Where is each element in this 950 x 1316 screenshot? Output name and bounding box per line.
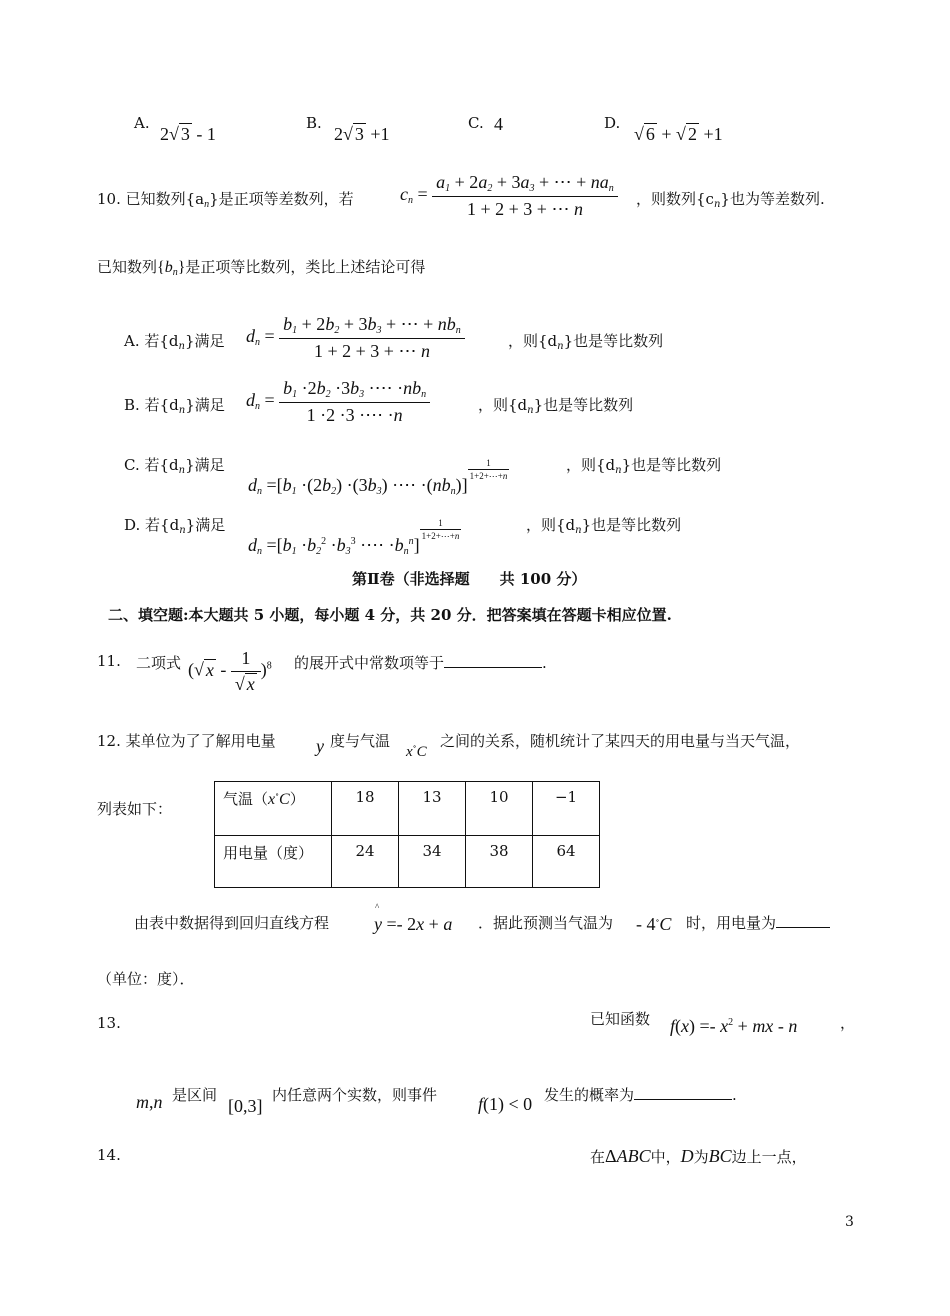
table-cell: 34	[399, 836, 466, 888]
q14-number: 14.	[97, 1146, 121, 1164]
q10-option-d: D. 若$\{d_n\}$满足	[124, 516, 226, 536]
q12-text3: 之间的关系，随机统计了某四天的用电量与当天气温，	[440, 732, 801, 750]
q10-line2: 已知数列$\{b_n\}$是正项等比数列，类比上述结论可得	[97, 258, 426, 278]
q10-formula: $c_n$ = $\frac{a_1 + 2a_2 + 3a_3 + \cdots + na_n}{1 + 2 + 3 + \cdots n}$	[400, 172, 618, 220]
q12-text4: 列表如下：	[97, 800, 173, 818]
q10-line1: 10. 已知数列$\{a_n\}$是正项等差数列，若	[97, 190, 354, 210]
table-row	[215, 836, 600, 888]
table-header-cell: 用电量（度）	[215, 836, 332, 888]
q10-option-a-tail: ，则$\{d_n\}$也是等比数列	[508, 332, 664, 352]
q10-option-b-tail: ，则$\{d_n\}$也是等比数列	[478, 396, 634, 416]
q13-vars: m,n	[136, 1092, 163, 1112]
q13-text3: 是区间	[172, 1086, 218, 1104]
q11-number: 11.	[97, 652, 121, 670]
q12-line3a: 由表中数据得到回归直线方程	[134, 914, 330, 932]
q11-formula: (√ x - $\frac{1}{√ x}$ )$^8$	[188, 648, 272, 694]
q13-number: 13.	[97, 1014, 121, 1032]
page-number: 3	[845, 1214, 854, 1230]
table-cell: 38	[466, 836, 533, 888]
q9-option-d-expr: √ 6 + √ 2 +1	[634, 124, 723, 144]
q10-number: 10.	[97, 190, 121, 208]
q13-text4: 内任意两个实数，则事件	[272, 1086, 438, 1104]
q13-interval: [0,3]	[228, 1096, 263, 1116]
q9-option-c-label: C.	[468, 114, 484, 132]
table-cell: −1	[533, 782, 600, 836]
q12-line4: （单位：度）．	[97, 970, 195, 988]
section2-subtitle: 二、填空题:本大题共 5 小题，每小题 4 分，共 20 分．把答案填在答题卡相应位置.	[108, 606, 672, 624]
q10-option-d-tail: ，则$\{d_n\}$也是等比数列	[526, 516, 682, 536]
q10-option-c: C. 若$\{d_n\}$满足	[124, 456, 225, 476]
q10-option-c-tail: ，则$\{d_n\}$也是等比数列	[566, 456, 722, 476]
q10-option-a-formula: $d_n$ = $\frac{b_1 + 2b_2 + 3b_3 + \cdots + nb_n}{1 + 2 + 3 + \cdots n}$	[246, 314, 465, 362]
table-cell: 24	[332, 836, 399, 888]
q9-option-b-expr: 2√ 3 +1	[334, 124, 390, 144]
q12-line1: 12. 某单位为了了解用电量	[97, 732, 276, 750]
table-header-cell: 气温（x∘C）	[215, 782, 332, 836]
q12-temp: - 4∘C	[636, 914, 672, 934]
q10-option-a: A. 若$\{d_n\}$满足	[124, 332, 225, 352]
q13-function: $f(x) =- x^2$ + mx - n	[670, 1016, 798, 1036]
q13-text5: 发生的概率为 .	[544, 1086, 737, 1104]
q11-text2: 的展开式中常数项等于 .	[294, 654, 547, 672]
q9-option-d-label: D.	[604, 114, 621, 132]
q10-intro: 已知数列{a	[125, 190, 205, 208]
table-cell: 18	[332, 782, 399, 836]
q13-answer-blank[interactable]	[634, 1099, 732, 1100]
q12-regression: y ^ =- 2x + a	[374, 902, 453, 934]
q12-var-xc: x∘C	[406, 742, 427, 760]
q10-line1-tail: ，则数列$\{c_n\}$也为等差数列.	[636, 190, 825, 210]
table-cell: 64	[533, 836, 600, 888]
q10-option-d-formula: $d_n =[b_1 \cdot b_2^2 \cdot b_3^3$ ·⋯ $\cdot b_n^n$] $\frac{1}{1+2+\cdots+n}$	[248, 518, 460, 557]
q10-option-b: B. 若$\{d_n\}$满足	[124, 396, 225, 416]
q13-text1: 已知函数	[590, 1010, 651, 1028]
q11-text1: 二项式	[136, 654, 182, 672]
table-cell: 13	[399, 782, 466, 836]
q14-line: 在ΔABC中，D为BC边上一点，	[590, 1146, 807, 1166]
q13-event: f(1) < 0	[478, 1094, 533, 1114]
q11-answer-blank[interactable]	[444, 667, 542, 668]
q12-line3c: 时，用电量为	[686, 912, 830, 933]
table-cell: 10	[466, 782, 533, 836]
section2-title: 第Ⅱ卷（非选择题 共 100 分）	[352, 570, 587, 588]
q10-option-c-formula: $d_n =[b_1 \cdot(2b_2) \cdot(3b_3)$ ·⋯ $\cdot(nb_n)$] $\frac{1}{1+2+\cdots+n}$	[248, 458, 508, 497]
q9-option-c-expr: 4	[494, 114, 503, 134]
q13-text2: ，	[840, 1014, 856, 1032]
q12-text2: 度与气温	[330, 732, 391, 750]
q12-line3b: ．据此预测当气温为	[478, 914, 614, 932]
q9-option-b-label: B.	[306, 114, 322, 132]
q12-table	[214, 781, 600, 888]
table-row	[215, 782, 600, 836]
q12-answer-blank[interactable]	[776, 927, 830, 928]
q9-option-a-expr: 2√ 3 - 1	[160, 124, 216, 144]
q10-option-b-formula: $d_n$ = $\frac{b_1 \cdot 2b_2 \cdot 3b_3 \cdot\cdots \cdot nb_n}{1 \cdot 2 \cdot 3 \cdot\cdots \cdot n}$	[246, 378, 430, 426]
q12-var-y: y	[316, 736, 324, 756]
q9-option-a-label: A.	[134, 114, 150, 132]
